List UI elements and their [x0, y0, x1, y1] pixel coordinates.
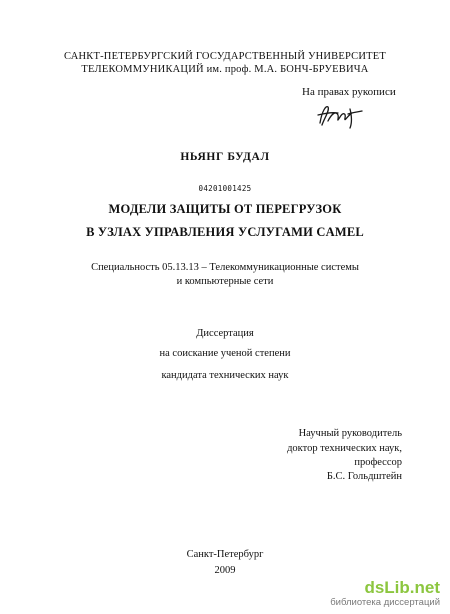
adviser-name: Б.С. Гольдштейн: [326, 471, 402, 482]
catalog-code: 04201001425: [198, 184, 252, 193]
specialty-line-1: Специальность 05.13.13 – Телекоммуникационные системы: [91, 262, 359, 273]
dissertation-label: Диссертация: [196, 328, 254, 339]
adviser-title: Научный руководитель: [298, 428, 402, 439]
watermark: [330, 579, 440, 608]
watermark-logo: dsLib.net: [364, 578, 440, 597]
specialty-line-2: и компьютерные сети: [176, 276, 274, 287]
adviser-degree: доктор технических наук,: [287, 443, 402, 454]
university-name-line-1: САНКТ-ПЕТЕРБУРГСКИЙ ГОСУДАРСТВЕННЫЙ УНИВЕРСИТЕТ: [64, 51, 386, 62]
city: Санкт-Петербург: [186, 549, 264, 560]
author-name: НЬЯНГ БУДАЛ: [180, 151, 270, 163]
year: 2009: [214, 565, 236, 576]
degree-name: кандидата технических наук: [161, 370, 289, 381]
thesis-title-line-2: В УЗЛАХ УПРАВЛЕНИЯ УСЛУГАМИ CAMEL: [86, 225, 364, 239]
signature-image: [312, 101, 366, 129]
manuscript-rights-note: На правах рукописи: [302, 86, 396, 98]
thesis-title-line-1: МОДЕЛИ ЗАЩИТЫ ОТ ПЕРЕГРУЗОК: [108, 202, 342, 216]
adviser-rank: профессор: [354, 457, 402, 468]
degree-purpose: на соискание ученой степени: [159, 348, 291, 359]
watermark-subtitle: библиотека диссертаций: [330, 597, 440, 608]
university-name-line-2: ТЕЛЕКОММУНИКАЦИЙ им. проф. М.А. БОНЧ-БРУЕВИЧА: [81, 64, 369, 75]
